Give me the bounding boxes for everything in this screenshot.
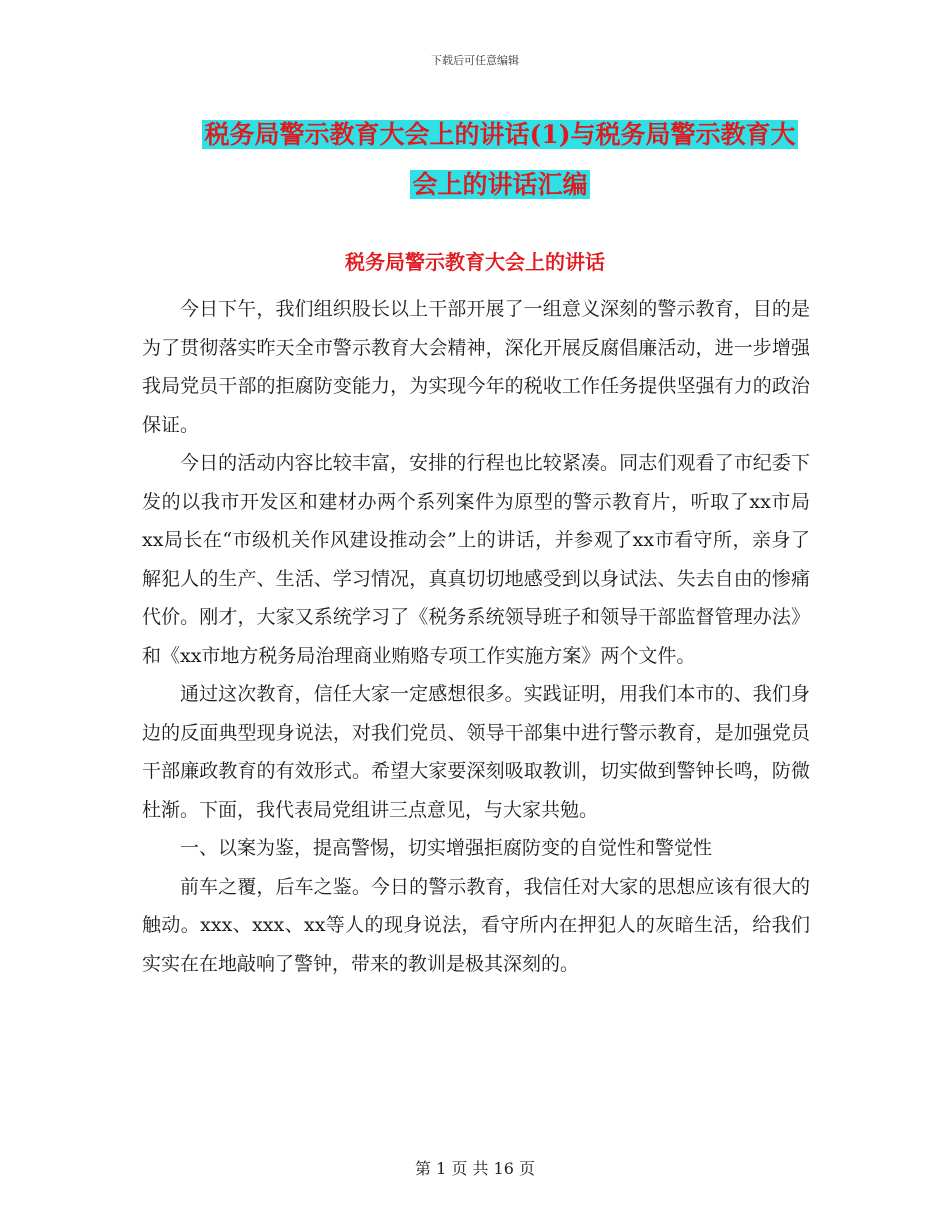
document-title — [140, 110, 860, 210]
document-body — [142, 290, 810, 983]
section-heading: 一、以案为鉴，提高警惕，切实增强拒腐防变的自觉性和警觉性 — [180, 837, 713, 859]
paragraph: 通过这次教育，信任大家一定感想很多。实践证明，用我们本市的、我们身边的反面典型现身说法，对我们党员、领导干部集中进行警示教育，是加强党员干部廉政教育的有效形式。希望大家要深刻吸取教训，切实做到警钟长鸣，防微杜渐。下面，我代表局党组讲三点意见，与大家共勉。 — [142, 683, 810, 821]
title-line-2: 会上的讲话汇编 — [412, 170, 588, 199]
speech-title: 税务局警示教育大会上的讲话 — [345, 250, 605, 274]
paragraph: 今日的活动内容比较丰富，安排的行程也比较紧凑。同志们观看了市纪委下发的以我市开发区和建材办两个系列案件为原型的警示教育片，听取了xx市局xx局长在“市级机关作风建设推动会”上的讲话，并参观了xx市看守所，亲身了解犯人的生产、生活、学习情况，真真切切地感受到以身试法、失去自由的惨痛代价。刚才，大家又系统学习了《税务系统领导班子和领导干部监督管理办法》和《xx市地方税务局治理商业贿赂专项工作实施方案》两个文件。 — [142, 452, 810, 667]
page-number: 第 1 页 共 16 页 — [415, 1159, 535, 1178]
paragraph: 今日下午，我们组织股长以上干部开展了一组意义深刻的警示教育，目的是为了贯彻落实昨天全市警示教育大会精神，深化开展反腐倡廉活动，进一步增强我局党员干部的拒腐防变能力，为实现今年的税收工作任务提供坚强有力的政治保证。 — [142, 298, 810, 436]
header-note: 下载后可任意编辑 — [431, 54, 519, 67]
title-line-1: 税务局警示教育大会上的讲话(1)与税务局警示教育大 — [204, 120, 796, 149]
paragraph: 前车之覆，后车之鉴。今日的警示教育，我信任对大家的思想应该有很大的触动。xxx、xxx、xx等人的现身说法，看守所内在押犯人的灰暗生活，给我们实实在在地敲响了警钟，带来的教训是极其深刻的。 — [142, 875, 810, 975]
